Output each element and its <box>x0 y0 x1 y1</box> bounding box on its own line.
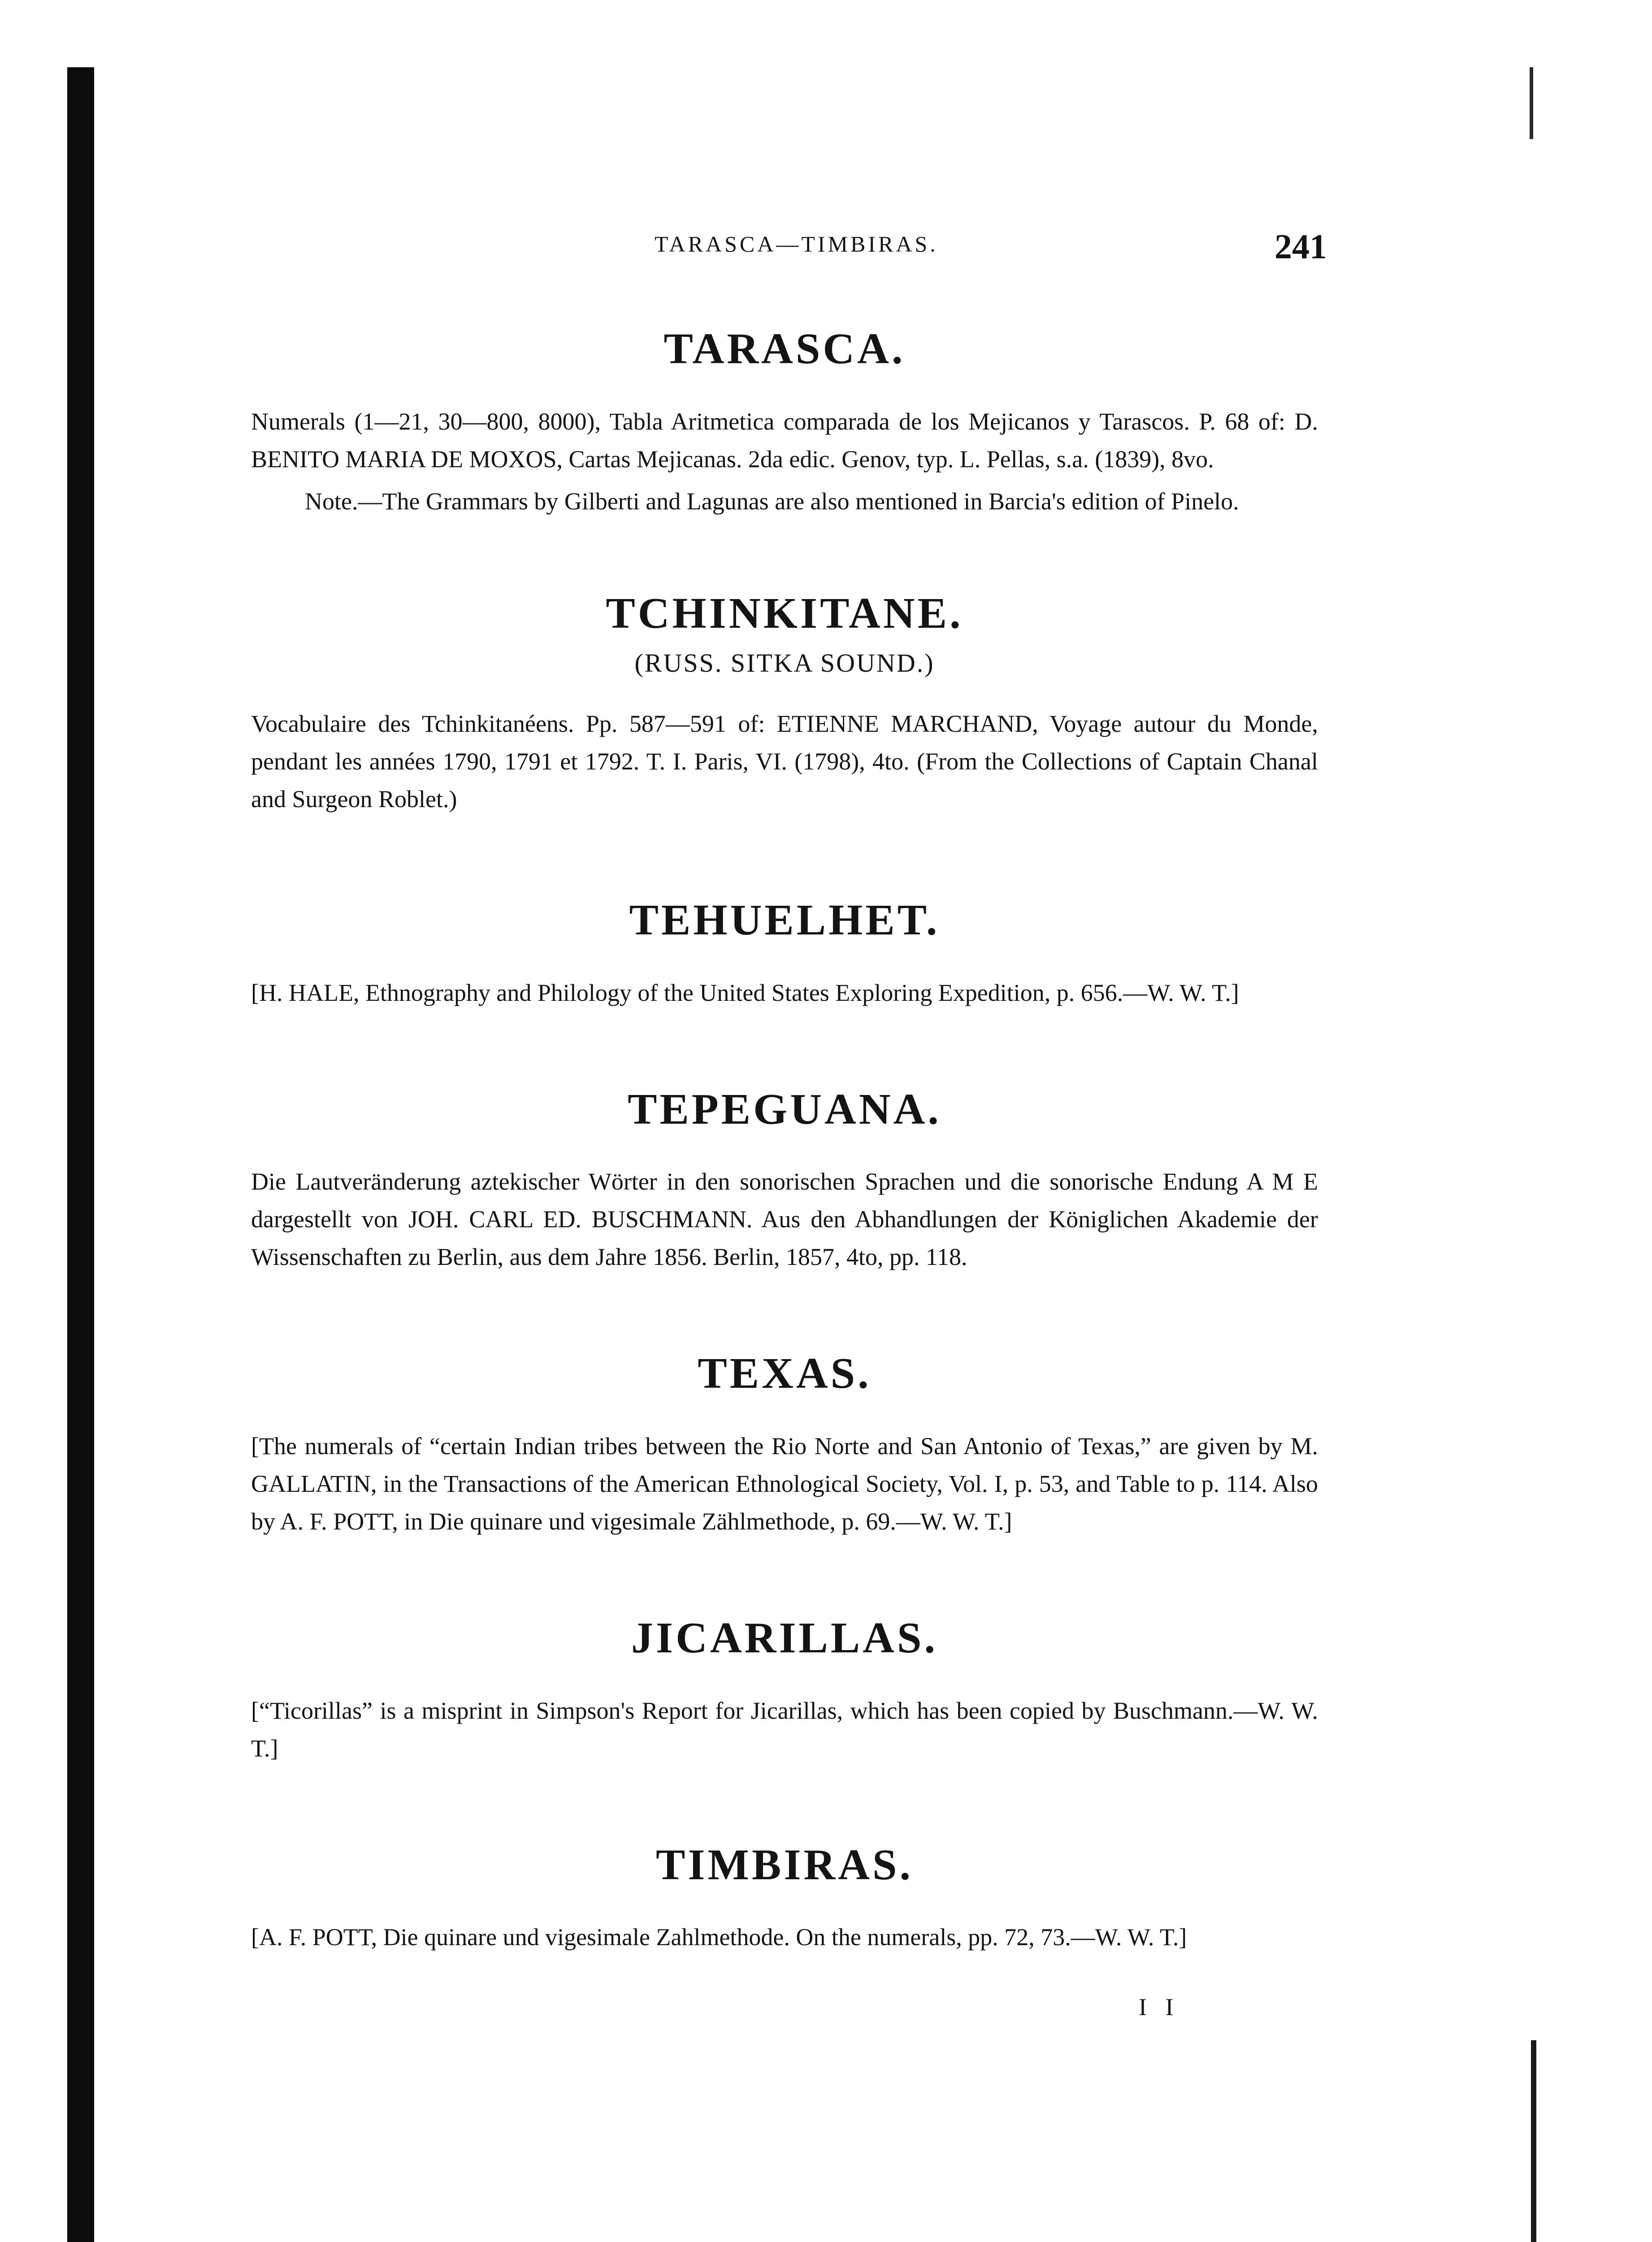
signature-mark: I I <box>1139 1994 1180 2020</box>
section-heading: TEHUELHET. <box>629 896 940 945</box>
entry-paragraph: Die Lautveränderung aztekischer Wörter in den sonorischen Sprachen und die sonorische Endung A M E dargestellt von JOH. CARL ED. BUSCHMANN. Aus den Abhandlungen der Königlichen Akademie der Wissenschaften zu Berlin, aus dem Jahre 1856. Berlin, 1857, 4to, pp. 118. <box>251 1168 1318 1271</box>
section-heading: JICARILLAS. <box>631 1613 938 1662</box>
page-header <box>251 226 1327 280</box>
page-edge-shadow-top <box>1530 67 1533 139</box>
entry-paragraph: Numerals (1—21, 30—800, 8000), Tabla Aritmetica comparada de los Mejicanos y Tarascos. P. 68 of: D. BENITO MARIA DE MOXOS, Cartas Mejicanas. 2da edic. Genov, typ. L. Pellas, s.a. (1839), 8vo. <box>251 408 1318 473</box>
entry-paragraph: [The numerals of “certain Indian tribes between the Rio Norte and San Antonio of Texas,” are given by M. GALLATIN, in the Transactions of the American Ethnological Society, Vol. I, p. 53, and Table to p. 114. Also by A. F. POTT, in Die quinare und vigesimale Zählmethode, p. 69.—W. W. T.] <box>251 1432 1318 1535</box>
section-timbiras <box>251 1839 1318 1956</box>
section-tarasca <box>251 323 1318 520</box>
section-jicarillas <box>251 1612 1318 1767</box>
entry-paragraph: [A. F. POTT, Die quinare und vigesimale Zahlmethode. On the numerals, pp. 72, 73.—W. W. T.] <box>251 1924 1187 1951</box>
page-edge-shadow <box>1531 2040 1536 2242</box>
entry-paragraph: [“Ticorillas” is a misprint in Simpson's Report for Jicarillas, which has been copied by Buschmann.—W. W. T.] <box>251 1697 1318 1762</box>
entry-paragraph: Vocabulaire des Tchinkitanéens. Pp. 587—591 of: ETIENNE MARCHAND, Voyage autour du Monde, pendant les années 1790, 1791 et 1792. T. I. Paris, VI. (1798), 4to. (From the Collections of Captain Chanal and Surgeon Roblet.) <box>251 710 1318 813</box>
section-tepeguana <box>251 1083 1318 1276</box>
section-heading: TARASCA. <box>663 325 906 373</box>
entry-note: Note.—The Grammars by Gilberti and Lagunas are also mentioned in Barcia's edition of Pinelo. <box>305 487 1239 515</box>
page-content <box>251 323 1318 1956</box>
running-head: TARASCA—TIMBIRAS. <box>655 231 938 256</box>
section-texas <box>251 1347 1318 1540</box>
section-subheading: (RUSS. SITKA SOUND.) <box>634 648 935 678</box>
binding-spine-shadow <box>67 67 94 2242</box>
page-number: 241 <box>1275 227 1327 266</box>
entry-paragraph: [H. HALE, Ethnography and Philology of the United States Exploring Expedition, p. 656.—W. W. T.] <box>251 979 1239 1006</box>
section-tehuelhet <box>251 894 1318 1012</box>
section-heading: TIMBIRAS. <box>655 1840 914 1889</box>
section-heading: TCHINKITANE. <box>606 589 963 638</box>
section-tchinkitane <box>251 587 1318 818</box>
section-heading: TEPEGUANA. <box>628 1085 941 1134</box>
section-heading: TEXAS. <box>698 1349 872 1398</box>
